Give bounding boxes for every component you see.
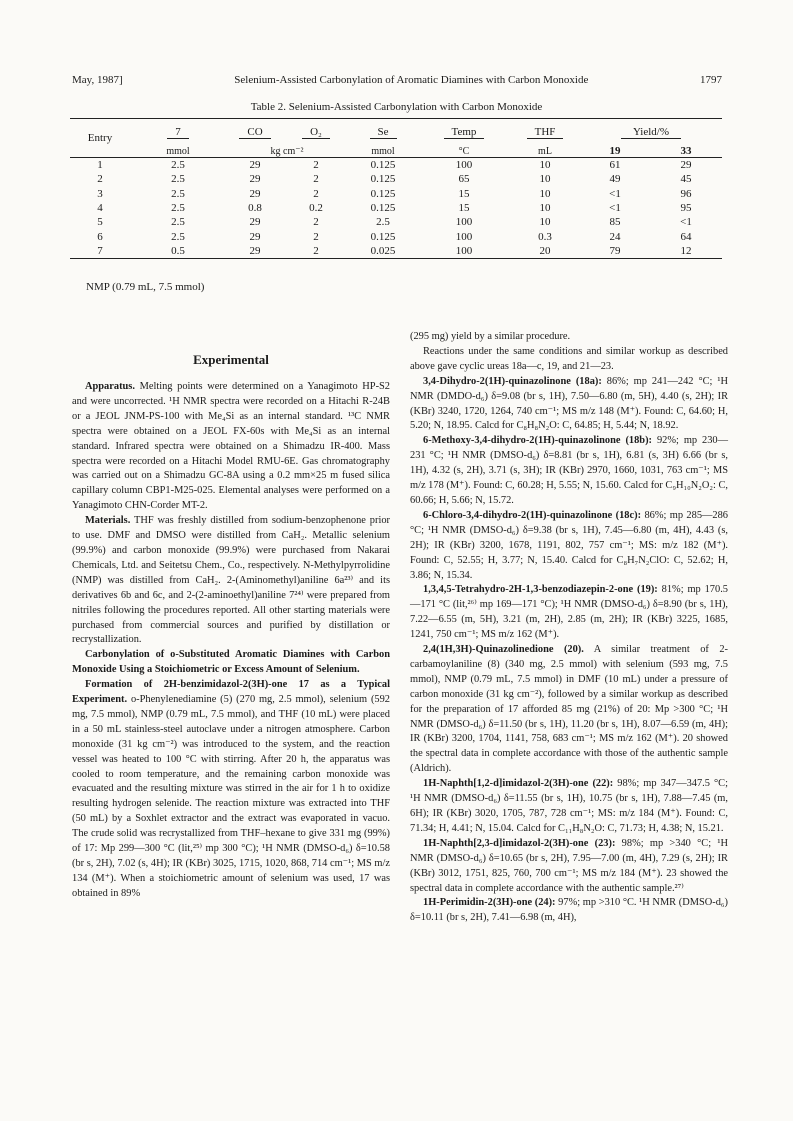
table-row xyxy=(70,158,722,173)
paragraph xyxy=(72,648,390,678)
table-cell: 2.5 xyxy=(171,230,185,243)
paragraph xyxy=(410,583,728,643)
unit-7: mmol xyxy=(166,146,190,157)
paragraph-text: Reactions under the same conditions and similar workup as described above gave cyclic ureas 18a—c, 19, and 21—23. xyxy=(410,345,728,372)
paragraph xyxy=(410,837,728,897)
table-cell: 29 xyxy=(249,230,261,243)
paragraph-text: 86%; mp 241—242 °C; ¹H NMR (DMDO-d₆) δ=9.08 (br s, 1H), 7.50—6.80 (m, 5H), 4.40 (s, 2H); IR (KBr) 3240, 1720, 1264, 740 cm⁻¹; MS m/z 148 (M⁺). Found: C, 64.60; H, 5.20; N, 18.95. Calcd for C₈H₈N₂O: C, 64.85; H, 5.44; N, 18.92. xyxy=(410,375,729,432)
table-cell: 100 xyxy=(455,216,473,229)
section-heading: Experimental xyxy=(193,352,269,367)
paragraph xyxy=(410,434,728,509)
table-row xyxy=(70,244,722,259)
table-body xyxy=(70,158,722,259)
running-head xyxy=(72,74,722,86)
table-cell: 65 xyxy=(458,173,470,186)
table-cell: 0.125 xyxy=(370,187,396,200)
table-cell: 2.5 xyxy=(171,173,185,186)
paragraph-heading: Carbonylation of o-Substituted Aromatic Diamines with Carbon Monoxide Using a Stoichiometric or Excess Amount of Selenium. xyxy=(72,649,390,676)
col-header-co: CO xyxy=(226,119,284,139)
table-cell: 0.5 xyxy=(171,244,185,257)
table-cell: 49 xyxy=(609,173,621,186)
table-cell: 12 xyxy=(680,244,692,257)
table-cell: 0.2 xyxy=(309,202,323,215)
table-cell: 2.5 xyxy=(171,187,185,200)
paragraph-heading: 1H-Naphth[2,3-d]imidazol-2(3H)-one (23): xyxy=(423,837,616,849)
paragraph-text: 86%; mp 285—286 °C; ¹H NMR (DMSO-d₆) δ=9.38 (br s, 1H), 7.45—6.80 (m, 4H), 4.43 (s, 2H); IR (KBr) 3200, 1678, 1191, 802, 757 cm⁻¹; MS: m/z 182 (M⁺). Found: C, 52.55; H, 3.77; N, 15.40. Calcd for C₈H₇N₂ClO: C, 52.62; H, 3.86; N, 15.34. xyxy=(410,509,728,581)
table-cell: 10 xyxy=(539,173,551,186)
table-cell: 1 xyxy=(97,159,103,172)
table-cell: <1 xyxy=(609,187,621,200)
paragraph-text: 92%; mp 230—231 °C; ¹H NMR (DMSO-d₆) δ=8.81 (br s, 1H), 6.81 (s, 3H) 6.66 (br s, 1H), 4.32 (s, 2H), 3.71 (s, 3H); IR (KBr) 2970, 1660, 1031, 763 cm⁻¹; MS m/z 178 (M⁺). Found: C, 60.28; H, 5.55; N, 15.60. Calcd for C₉H₁₀N₂O₂: C, 60.66; H, 5.66; N, 15.72. xyxy=(410,435,729,506)
table-cell: 100 xyxy=(455,230,473,243)
table-cell: 29 xyxy=(249,244,261,257)
table-cell: 95 xyxy=(680,202,692,215)
table-title: Table 2. Selenium-Assisted Carbonylation with Carbon Monoxide xyxy=(250,101,543,113)
col-header-thf: THF xyxy=(510,119,580,139)
col-header-33: 33 xyxy=(680,145,692,157)
table-cell: 2 xyxy=(313,159,319,172)
paragraph xyxy=(72,678,390,902)
paragraph xyxy=(410,509,728,584)
paragraph-text: 98%; mp >340 °C; ¹H NMR (DMSO-d₆) δ=10.65 (br s, 2H), 7.95—7.00 (m, 4H), 7.29 (s, 2H); IR (KBr) 3012, 1751, 825, 760, 700 cm⁻¹; MS m/z 184 (M⁺). 23 showed the spectral data in complete accordance with the authentic sample.²⁷⁾ xyxy=(410,837,728,894)
table-cell: 7 xyxy=(97,244,103,257)
table-cell: 2.5 xyxy=(171,216,185,229)
paragraph-heading: Formation of 2H-benzimidazol-2(3H)-one 17 as a Typical Experiment. xyxy=(72,679,390,706)
table-cell: 61 xyxy=(609,159,621,172)
table-cell: 2 xyxy=(313,173,319,186)
paragraph-heading: 6-Methoxy-3,4-dihydro-2(1H)-quinazolinone (18b): xyxy=(423,435,653,447)
table-cell: 29 xyxy=(249,159,261,172)
paragraph-text: 97%; mp >310 °C. ¹H NMR (DMSO-d₆) δ=10.11 (br s, 2H), 7.41—6.98 (m, 4H), xyxy=(410,897,728,924)
table-cell: 15 xyxy=(458,187,470,200)
paragraph xyxy=(410,330,728,345)
table-cell: 0.125 xyxy=(370,173,396,186)
paragraph xyxy=(72,380,390,514)
left-column xyxy=(72,380,390,902)
table-cell: 96 xyxy=(680,187,692,200)
table-cell: 0.8 xyxy=(248,202,262,215)
paragraph-heading: 3,4-Dihydro-2(1H)-quinazolinone (18a): xyxy=(423,375,602,387)
table-cell: 100 xyxy=(455,244,473,257)
paragraph-heading: 6-Chloro-3,4-dihydro-2(1H)-quinazolinone (18c): xyxy=(423,509,642,521)
paragraph-text: o-Phenylenediamine (5) (270 mg, 2.5 mmol), selenium (592 mg, 7.5 mmol), NMP (0.79 mL, 7.5 mmol), and THF (10 mL) were placed in a 50 mL stainless-steel autoclave under a nitrogen atmosphere. Carbon monoxide (31 kg cm⁻²) was introduced to the system, and the reaction vessel was heated to 100 °C with stirring. After 20 h, the apparatus was cooled to room temperature, and the remaining carbon monoxide was evacuated and the resulting mixture was stirred in the air for 1 h to oxidize resulting hydrogen selenide. The reaction mixture was extracted into THF (50 mL) by a Soxhlet extractor and the extract was evaporated in vacuo. The crude solid was recrystallized from THF–hexane to give 331 mg (99%) of 17: Mp 299—300 °C (lit,²⁵⁾ mp 300 °C); ¹H NMR (DMSO-d₆) δ=10.58 (br s, 2H), 7.02 (s, 4H); IR (KBr) 3025, 1715, 1020, 868, 714 cm⁻¹; MS m/z 134 (M⁺). When a stoichiometric amount of selenium was used, 17 was obtained in 89% xyxy=(72,694,390,899)
col-header-yield: Yield/% xyxy=(580,119,722,139)
paragraph xyxy=(72,514,390,648)
table-row xyxy=(70,201,722,215)
table-cell: 0.025 xyxy=(370,244,396,257)
paragraph xyxy=(410,375,728,435)
table-cell: 5 xyxy=(97,216,103,229)
paragraph-heading: Apparatus. xyxy=(85,381,135,392)
table-cell: 85 xyxy=(609,216,621,229)
table-cell: 29 xyxy=(249,216,261,229)
table-cell: 29 xyxy=(249,173,261,186)
table-2 xyxy=(70,118,722,259)
table-cell: <1 xyxy=(680,216,692,229)
paragraph-text: 81%; mp 170.5—171 °C (lit,²⁶⁾ mp 169—171 °C); ¹H NMR (DMSO-d₆) δ=8.90 (br s, 1H), 7.22—6.55 (m, 5H), 3.21 (m, 2H), 2.85 (m, 2H); IR (KBr) 3225, 1685, 1241, 750 cm⁻¹; MS m/z 162 (M⁺). xyxy=(410,584,728,641)
table-cell: 3 xyxy=(97,187,103,200)
table-footnote: NMP (0.79 mL, 7.5 mmol) xyxy=(86,281,205,293)
paragraph-heading: 1H-Naphth[1,2-d]imidazol-2(3H)-one (22): xyxy=(423,778,614,790)
paragraph xyxy=(410,345,728,375)
table-cell: 2 xyxy=(97,173,103,186)
table-cell: 29 xyxy=(680,159,692,172)
paragraph-text: Melting points were determined on a Yanagimoto HP-S2 and were uncorrected. ¹H NMR spectra were recorded on a Hitachi R-24B or a JEOL JNM-PS-100 with Me₄Si as an internal standard. ¹³C NMR spectra were obtained on a JEOL FX-60s with Me₄Si as an internal standard. Infrared spectra were obtained on a Shimadzu IR-400. Mass spectra were recorded on a Hitachi Model RMU-6E. Gas chromatography was carried out on a Shimadzu GC-8A using a 0.2 mm×25 m fused silica capillary column CBP1-M25-025. Elemental analyses were performed on a Yanagimoto CHN-Corder MT-2. xyxy=(72,381,390,512)
table-row xyxy=(70,172,722,186)
table-cell: 100 xyxy=(455,159,473,172)
table-cell: 2.5 xyxy=(171,159,185,172)
table-cell: 10 xyxy=(539,187,551,200)
table-cell: 79 xyxy=(609,244,621,257)
paragraph-text: 98%; mp 347—347.5 °C; ¹H NMR (DMSO-d₆) δ=11.55 (br s, 1H), 10.75 (br s, 1H), 7.88—7.45 (m, 6H); IR (KBr) 3020, 1705, 787, 728 cm⁻¹; MS: m/z 184 (M⁺). Found: C, 71.34; H, 4.41; N, 15.04. Calcd for C₁₁H₈N₂O: C, 71.73; H, 4.38; N, 15.21. xyxy=(410,778,728,834)
table-cell: 10 xyxy=(539,159,551,172)
table-row xyxy=(70,187,722,201)
col-header-se: Se xyxy=(348,119,418,139)
paragraph xyxy=(410,896,728,926)
table-cell: 0.125 xyxy=(370,202,396,215)
table-cell: 0.125 xyxy=(370,159,396,172)
table-cell: 29 xyxy=(249,187,261,200)
unit-se: mmol xyxy=(371,146,395,157)
table-cell: 2 xyxy=(313,187,319,200)
table-cell: 4 xyxy=(97,202,103,215)
table-cell: 2 xyxy=(313,230,319,243)
table-cell: 64 xyxy=(680,230,692,243)
paragraph-text: (295 mg) yield by a similar procedure. xyxy=(410,331,571,342)
table-cell: 2 xyxy=(313,244,319,257)
data-table xyxy=(70,118,722,259)
unit-temp: °C xyxy=(458,146,470,157)
table-cell: 0.3 xyxy=(538,230,552,243)
col-header-temp: Temp xyxy=(418,119,510,139)
unit-pressure: kg cm⁻² xyxy=(270,146,304,157)
paragraph-heading: 1,3,4,5-Tetrahydro-2H-1,3-benzodiazepin-2-one (19): xyxy=(423,584,658,596)
table-cell: 2.5 xyxy=(376,216,390,229)
table-row xyxy=(70,229,722,243)
table-cell: 10 xyxy=(539,216,551,229)
col-header-7: 7 xyxy=(130,119,226,139)
paragraph xyxy=(410,643,728,777)
table-cell: 2 xyxy=(313,216,319,229)
table-cell: 10 xyxy=(539,202,551,215)
unit-thf: mL xyxy=(538,146,552,157)
col-header-entry: Entry xyxy=(87,132,113,144)
paragraph-heading: 1H-Perimidin-2(3H)-one (24): xyxy=(423,897,556,909)
table-cell: 24 xyxy=(609,230,621,243)
col-header-o2: O₂ xyxy=(284,119,348,139)
table-cell: 6 xyxy=(97,230,103,243)
running-head-date: May, 1987] xyxy=(72,74,123,86)
paragraph-heading: Materials. xyxy=(85,515,131,527)
page-number: 1797 xyxy=(700,74,722,86)
table-cell: 20 xyxy=(539,244,551,257)
table-cell: 0.125 xyxy=(370,230,396,243)
paragraph-text: THF was freshly distilled from sodium-benzophenone prior to use. DMF and DMSO were distilled from CaH₂. Metallic selenium (99.9%) and carbon monoxide (99.9%) were purchased from Nakarai Chemicals, Ltd. and Seitetsu Chem., Co., respectively. N-Methylpyrrolidine (NMP) was distilled from CaH₂. 2-(Aminomethyl)aniline 6a²³⁾ and its derivatives 6b and 6c, and 2-(2-aminoethyl)aniline 7²⁴⁾ were prepared from nitriles following the procedures reported. All other starting materials were purchased from commercial sources and purified by distillation or recrystallization. xyxy=(72,515,390,646)
paragraph-heading: 2,4(1H,3H)-Quinazolinedione (20). xyxy=(423,644,584,656)
paragraph xyxy=(410,777,728,837)
right-column xyxy=(410,330,728,926)
paragraph-text: A similar treatment of 2-carbamoylaniline (8) (340 mg, 2.5 mmol) with selenium (593 mg, 7.5 mmol), NMP (0.79 mL, 7.5 mmol) in DMF (10 mL) under a pressure of carbon monoxide (31 kg cm⁻²), followed by a similar workup as described for the preparation of 17 afforded 85 mg (21%) of 20: Mp >300 °C; ¹H NMR (DMSO-d₆) δ=11.50 (br s, 1H), 11.20 (br s, 1H), 8.07—6.59 (m, 4H); IR (KBr) 3200, 1704, 1141, 758, 683 cm⁻¹; MS m/z 162 (M⁺). 20 showed the spectral data in complete accordance with those of the authentic sample (Aldrich). xyxy=(410,644,728,775)
col-header-19: 19 xyxy=(609,145,621,157)
table-cell: 15 xyxy=(458,202,470,215)
table-cell: <1 xyxy=(609,202,621,215)
table-row xyxy=(70,215,722,229)
table-cell: 45 xyxy=(680,173,692,186)
table-cell: 2.5 xyxy=(171,202,185,215)
running-head-title: Selenium-Assisted Carbonylation of Aromatic Diamines with Carbon Monoxide xyxy=(234,74,589,86)
